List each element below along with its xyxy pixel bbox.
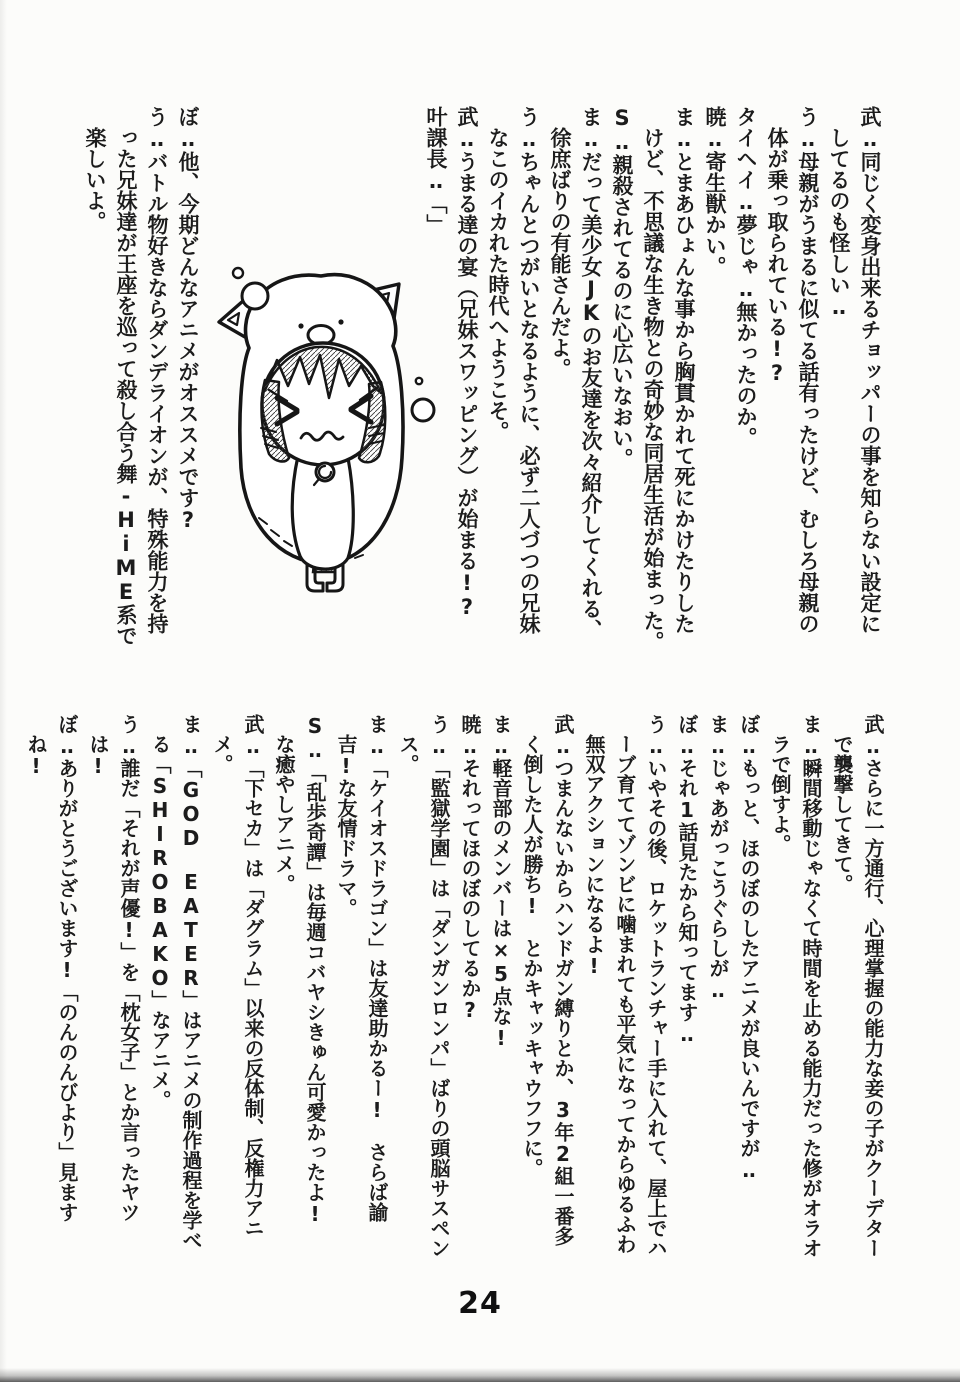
dialogue-line: ま‥軽音部のメンバーは×5点な!	[489, 714, 513, 1050]
dialogue-line: う‥ちゃんとつがいとなるように、必ず二人づつの兄妹なこのイカれた時代へようこそ。	[486, 106, 541, 634]
illustration-canvas	[205, 262, 441, 596]
dialogue-line: ま‥「ケイオスドラゴン」は友達助かるー! さらば諭吉!な友情ドラマ。	[334, 714, 389, 1222]
dialogue-line: う‥「監獄学園」は「ダンガンロンパ」ばりの頭脳サスペンス。	[396, 714, 451, 1258]
scan-edge-shadow-bottom	[0, 1368, 960, 1382]
page-number: 24	[458, 1286, 502, 1321]
dialogue-line: 叶課長‥「」	[424, 106, 448, 235]
dialogue-line: 武‥「下セカ」は「ダグラム」以来の反体制、反権力アニメ。	[210, 714, 265, 1238]
dialogue-block-bottom	[20, 714, 888, 1259]
dialogue-block-top-right	[420, 106, 885, 654]
dialogue-line: ぼ‥ありがとうございます!「のんのんびより」見ますね!	[24, 714, 79, 1222]
dialogue-line: ま‥じゃあがっこうぐらしが‥	[706, 714, 730, 1002]
dialogue-line: 暁‥寄生獣かい。	[703, 106, 727, 277]
hamster-hood-chibi-illustration	[205, 262, 441, 596]
dialogue-line: ぼ‥それ1話見たから知ってます‥	[675, 714, 699, 1046]
dialogue-line: タイヘイ‥夢じゃ‥無かったのか。	[734, 106, 758, 448]
dialogue-line: ま‥瞬間移動じゃなくて時間を止める能力だった修がオラオラで倒すよ。	[768, 714, 823, 1258]
dialogue-line: 武‥うまる達の宴（兄妹スワッピング）が始まる!?	[455, 106, 479, 619]
dialogue-line: 暁‥それってほのぼのしてるか?	[458, 714, 482, 1022]
dialogue-line: 武‥同じく変身出来るチョッパーの事を知らない設定にしてるのも怪しい‥	[827, 106, 882, 634]
scan-edge-shadow-left	[0, 0, 7, 1382]
dialogue-line: 武‥さらに一方通行、心理掌握の能力な妾の子がクーデターで襲撃してきて。	[830, 714, 885, 1258]
dialogue-line: S‥「乱歩奇譚」は毎週コバヤシきゅん可愛かったよ! な癒やしアニメ。	[272, 714, 327, 1246]
dialogue-line: ぼ‥もっと、ほのぼのしたアニメが良いんですが‥	[737, 714, 761, 1182]
dialogue-line: ま‥とまあひょんな事から胸貫かれて死にかけたりしたけど、不思議な生き物との奇妙な同居生活が始まった。	[641, 106, 696, 652]
dialogue-block-top-left	[79, 106, 203, 654]
dialogue-line: ま‥「GOD EATER」はアニメの制作過程を学べる「SHIROBAKO」なアニメ。	[148, 714, 203, 1250]
dialogue-line: う‥誰だ「それが声優!」を「枕女子」とか言ったヤツは!	[86, 714, 141, 1222]
dialogue-line: う‥バトル物好きならダンデライオンが、特殊能力を持った兄妹達が王座を巡って殺し合う舞-HiME系で楽しいよ。	[83, 106, 169, 646]
dialogue-line: ぼ‥他、今期どんなアニメがオススメです?	[176, 106, 200, 532]
dialogue-line: う‥母親がうまるに似てる話有ったけど、むしろ母親の体が乗っ取られている!?	[765, 106, 820, 634]
dialogue-line: 武‥つまんないからハンドガン縛りとか、3年2組一番多く倒した人が勝ち! とかキャッキャウフフに。	[520, 714, 575, 1246]
dialogue-line: う‥いやその後、ロケットランチャー手に入れて、屋上でハーブ育ててゾンビに噛まれても平気になってからゆるふわ無双アクションになるよ!	[582, 714, 668, 1258]
dialogue-line: S‥親殺されてるのに心広いなおい。	[610, 106, 634, 469]
dialogue-line: ま‥だって美少女JKのお友達を次々紹介してくれる、徐庶ばりの有能さんだよ。	[548, 106, 603, 640]
